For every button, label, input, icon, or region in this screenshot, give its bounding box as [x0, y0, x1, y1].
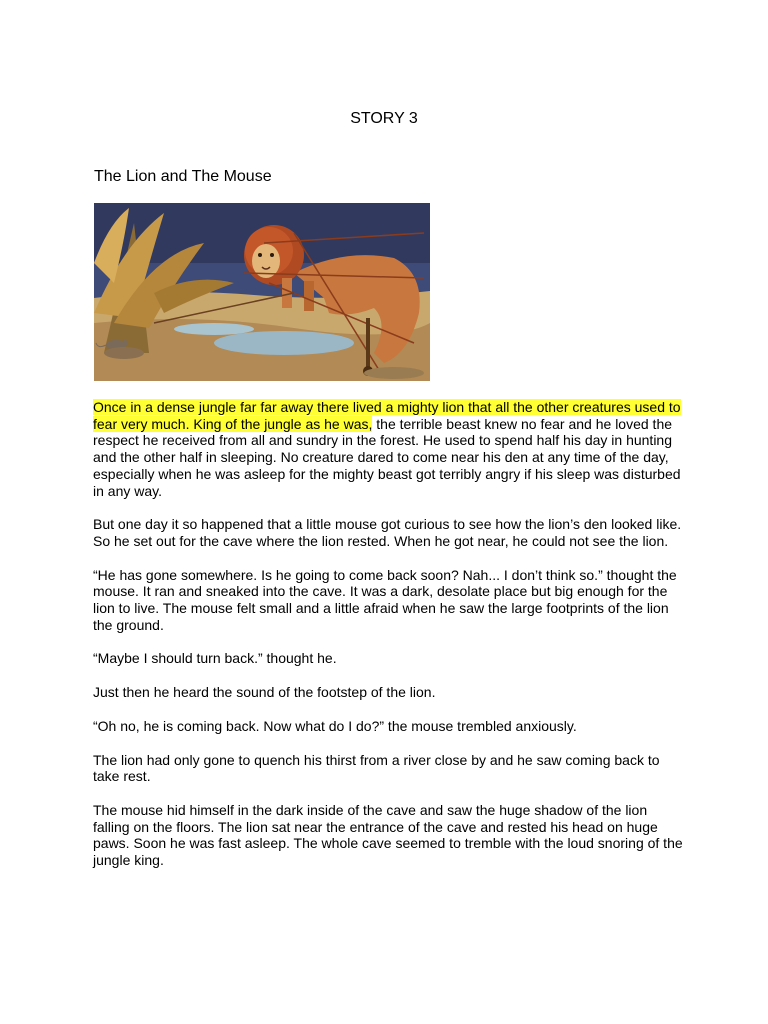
story-title: The Lion and The Mouse: [94, 168, 272, 185]
paragraph-3: “He has gone somewhere. Is he going to come back soon? Nah... I don’t think so.” thought the mouse. It ran and sneaked into the cave. It was a dark, desolate place but big enough for the lion to live. The mouse felt small and a little afraid when he saw the large footprints of the lion the ground.: [93, 566, 677, 633]
paragraph-5: Just then he heard the sound of the footstep of the lion.: [93, 684, 436, 701]
lion-and-mouse-illustration-icon: [94, 203, 430, 381]
paragraph-2: But one day it so happened that a little mouse got curious to see how the lion’s den looked like. So he set out for the cave where the lion rested. When he got near, he could not see the lion.: [93, 516, 682, 549]
paragraph-4: “Maybe I should turn back.” thought he.: [93, 650, 337, 667]
highlighted-text: Once in a dense jungle far far away there lived a mighty lion that all the other creatures used to fear very much. King of the jungle as he was,: [93, 399, 681, 432]
paragraph-1: [93, 399, 683, 499]
story-body: [93, 399, 683, 886]
paragraph-8: The mouse hid himself in the dark inside of the cave and saw the huge shadow of the lion falling on the floors. The lion sat near the entrance of the cave and rested his head on huge paws. Soon he was fast asleep. The whole cave seemed to tremble with the loud snoring of the jungle king.: [93, 801, 683, 869]
story-number: STORY 3: [350, 110, 418, 127]
paragraph-6: “Oh no, he is coming back. Now what do I do?” the mouse trembled anxiously.: [93, 717, 577, 734]
paragraph-7: The lion had only gone to quench his thirst from a river close by and he saw coming back to take rest.: [93, 751, 660, 785]
paragraph-text: the terrible beast knew no fear and he loved the respect he received from all and sundry in the forest. He used to spend half his day in hunting and the other half in sleeping. No creature dared to come near his den at any time of the day, especially when he was asleep for the mighty beast got terribly angry if his sleep was disturbed in any way.: [93, 415, 681, 499]
